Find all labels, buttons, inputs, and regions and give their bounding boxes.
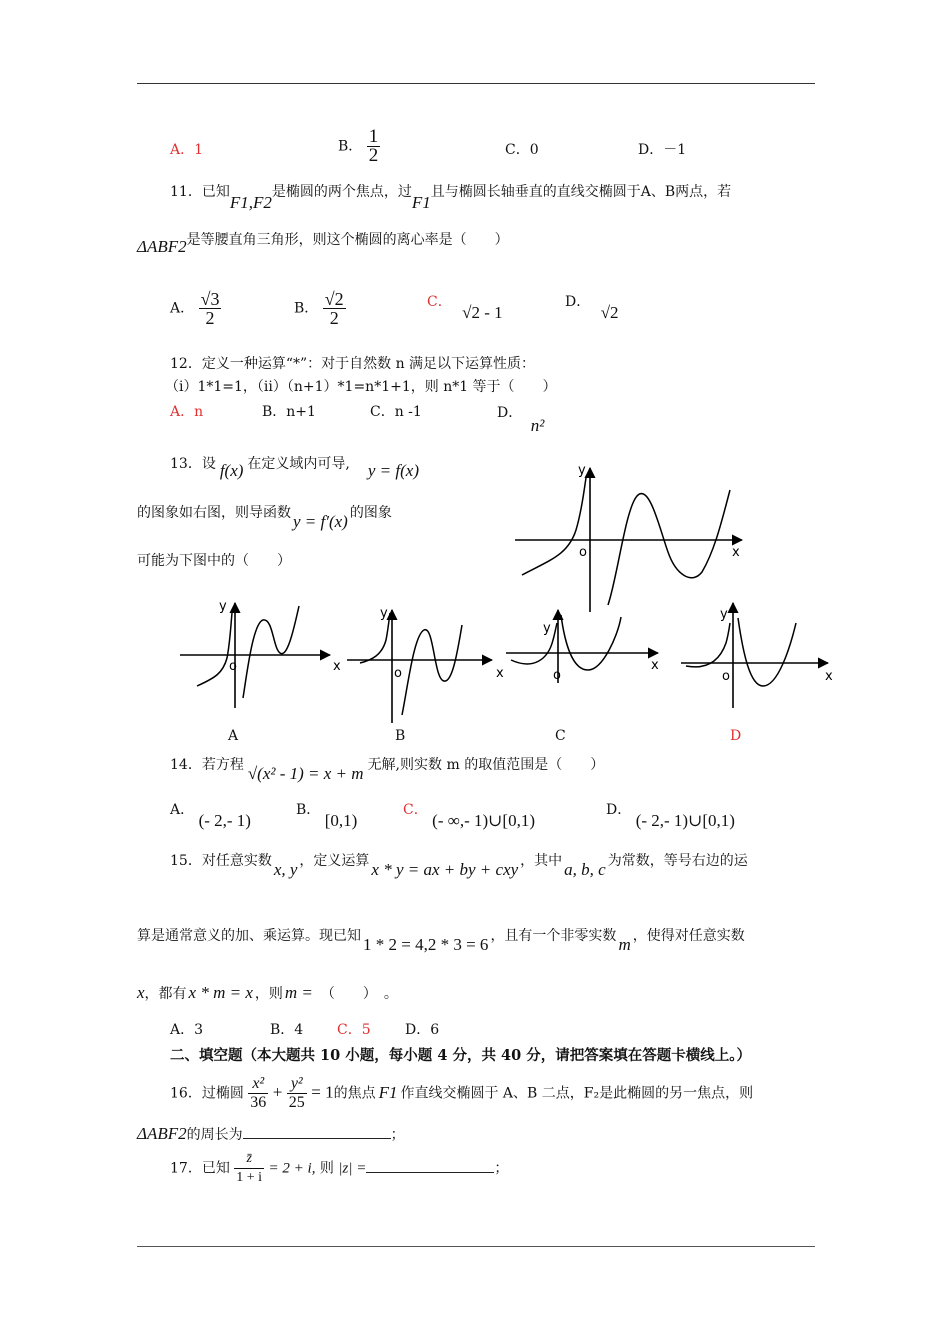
math-y-fx: y = f(x) (367, 461, 419, 480)
q11-line-2 (137, 230, 509, 256)
axis-x-label: x (651, 658, 659, 673)
option-value: [0,1) (324, 811, 358, 830)
curve (522, 478, 586, 575)
text: 在定义域内可导, (247, 456, 350, 472)
header-rule (137, 83, 815, 84)
math-m: m (618, 935, 631, 954)
q14-option-d[interactable] (606, 800, 735, 830)
text: 13．设 (170, 456, 216, 472)
denominator: 2 (368, 145, 379, 166)
option-label: B． (338, 138, 363, 155)
q12-option-b[interactable]: B．n+1 (262, 404, 316, 420)
q14-option-b[interactable] (296, 800, 358, 830)
q11-option-d[interactable] (565, 292, 619, 322)
q13-option-a[interactable]: A (228, 728, 239, 744)
text: 作直线交椭圆于 A、B 二点，F₂是此椭圆的另一焦点，则 (400, 1085, 754, 1102)
option-label: C． (427, 294, 452, 310)
denominator: 36 (250, 1094, 267, 1111)
origin-label: o (722, 669, 730, 684)
q15-line-1 (170, 851, 748, 879)
q14-option-a[interactable] (170, 800, 251, 830)
q15-option-b[interactable]: B．4 (270, 1022, 304, 1038)
text: ，定义运算 (299, 853, 370, 869)
option-value: √2 - 1 (462, 303, 503, 322)
text: ； (390, 1127, 405, 1143)
q14-line-1 (170, 755, 605, 783)
curve (197, 613, 232, 686)
curve (243, 606, 299, 698)
q16-line-2 (137, 1124, 405, 1144)
equals-one: = 1 (311, 1082, 334, 1102)
text: 15．对任意实数 (170, 853, 272, 869)
text: 且与椭圆长轴垂直的直线交椭圆于A、B两点，若 (430, 184, 732, 200)
fraction (367, 128, 381, 165)
answer-blank[interactable] (243, 1124, 391, 1139)
option-value: (- ∞,- 1)∪[0,1) (432, 811, 536, 830)
text: 的周长为 (186, 1127, 243, 1143)
text: 的图象如右图，则导函数 (137, 505, 291, 521)
text: 是等腰直角三角形，则这个椭圆的离心率是（ ） (186, 232, 509, 248)
text: 则 (319, 1160, 334, 1177)
q17-line (170, 1150, 508, 1187)
q10-option-c[interactable]: C．0 (505, 142, 539, 158)
denominator: 25 (288, 1094, 305, 1111)
q15-line-3 (137, 984, 398, 1003)
math-fx: f(x) (219, 461, 244, 480)
denominator: 2 (205, 308, 215, 328)
answer-blank[interactable] (366, 1158, 494, 1173)
numerator: √2 (324, 289, 344, 309)
q13-main-graph (510, 460, 750, 615)
option-label: B． (296, 802, 321, 818)
q10-option-b[interactable] (338, 128, 380, 165)
math-abc: a, b, c (564, 860, 606, 879)
fraction-x (248, 1075, 268, 1112)
axis-y-label: y (219, 599, 227, 614)
q10-option-d[interactable]: D．－1 (638, 142, 687, 158)
math-foci: F1,F2 (229, 193, 272, 212)
axis-y-label: y (720, 607, 728, 622)
denominator: 2 (329, 308, 339, 328)
axis-y-label: y (543, 621, 551, 636)
q12-line-2: （i）1*1=1，（ii）（n+1）*1=n*1+1，则 n*1 等于（ ） (165, 379, 557, 395)
text: 14．若方程 (170, 757, 244, 773)
text: 算是通常意义的加、乘运算。现已知 (137, 928, 361, 944)
option-label: D． (606, 802, 632, 818)
math-focus: F1 (411, 193, 431, 212)
math-operation: x * y = ax + by + cxy (371, 860, 519, 879)
math-y-fprime: y = f′(x) (293, 512, 348, 531)
q12-option-c[interactable]: C．n -1 (370, 404, 422, 420)
q13-graph-d[interactable] (678, 598, 843, 723)
text: 为常数，等号右边的运 (607, 853, 748, 869)
origin-label: o (394, 666, 402, 681)
text: （ ） 。 (320, 986, 398, 1002)
math-focus: F1 (378, 1082, 398, 1102)
option-label: C． (403, 802, 428, 818)
numerator: √3 (200, 289, 220, 309)
text: ，其中 (520, 853, 563, 869)
curve (402, 625, 462, 715)
option-value: (- 2,- 1)∪[0,1) (635, 811, 735, 830)
text: 的图象 (349, 505, 392, 521)
fraction-y (287, 1075, 307, 1112)
option-value: √2 (600, 303, 619, 322)
numerator: z̄ (234, 1150, 264, 1169)
axis-x-label: x (333, 659, 341, 674)
text: ，都有 (144, 986, 187, 1002)
math-condition: 1 * 2 = 4,2 * 3 = 6 (363, 935, 489, 954)
option-value: n² (530, 416, 545, 435)
q11-line-1 (170, 182, 732, 212)
text: ，使得对任意实数 (632, 928, 745, 944)
q13-graph-b[interactable] (342, 605, 512, 730)
axis-y-label: y (578, 463, 586, 478)
q12-line-1: 12．定义一种运算“*”：对于自然数 n 满足以下运算性质： (170, 356, 536, 372)
math-m-equals: m = (284, 983, 313, 1002)
q11-option-b[interactable] (294, 290, 346, 327)
option-value: (- 2,- 1) (198, 811, 251, 830)
text: ，则 (254, 986, 283, 1002)
fraction (199, 290, 222, 327)
math-x-star-m: x * m = x (188, 983, 253, 1002)
axis-x-label: x (732, 545, 740, 560)
curve (686, 623, 730, 667)
q13-graph-a[interactable] (175, 598, 345, 723)
math-triangle: ΔABF2 (137, 237, 187, 256)
numerator: y² (287, 1075, 307, 1094)
q15-line-2 (137, 926, 745, 954)
axis-y-label: y (380, 606, 388, 621)
text: 无解,则实数 m 的取值范围是（ ） (367, 757, 605, 773)
q13-option-c[interactable]: C (555, 728, 566, 744)
footer-rule (137, 1246, 815, 1247)
q12-option-a[interactable]: A．n (170, 404, 204, 420)
q13-line-3: 可能为下图中的（ ） (137, 553, 291, 569)
text: 是椭圆的两个焦点，过 (271, 184, 412, 200)
math-triangle: ΔABF2 (137, 1124, 187, 1143)
q11-option-c[interactable] (427, 292, 503, 322)
q10-option-a[interactable]: A．1 (170, 142, 204, 158)
math-equation: = 2 + i, (268, 1160, 316, 1177)
curve (738, 618, 796, 686)
option-label: A． (170, 802, 195, 818)
option-label: A． (170, 300, 195, 317)
math-xy: x, y (273, 860, 298, 879)
math-equation: √(x² - 1) = x + m (247, 764, 364, 783)
q13-line-2 (137, 503, 392, 531)
fraction (323, 290, 346, 327)
q16-line-1 (170, 1075, 753, 1112)
denominator: 1 + i (236, 1170, 263, 1185)
q11-option-a[interactable] (170, 290, 221, 327)
q15-option-a[interactable]: A．3 (170, 1022, 204, 1038)
text: 17．已知 (170, 1160, 230, 1177)
q15-option-d[interactable]: D．6 (405, 1022, 440, 1038)
origin-label: o (579, 545, 587, 560)
text: 11．已知 (170, 184, 230, 200)
origin-label: o (229, 659, 237, 674)
option-label: B． (294, 300, 319, 317)
text: 的焦点 (333, 1085, 376, 1102)
math-abs-z: |z| = (338, 1160, 367, 1177)
text: 16．过椭圆 (170, 1085, 244, 1102)
axis-x-label: x (496, 666, 504, 681)
math-x: x (137, 983, 145, 1002)
section-2-heading: 二、填空题（本大题共 10 小题，每小题 4 分，共 40 分，请把答案填在答题卡横线上。） (170, 1047, 751, 1064)
text: ，且有一个非零实数 (490, 928, 617, 944)
axis-x-label: x (825, 669, 833, 684)
option-label: D． (565, 294, 591, 310)
text: ； (494, 1160, 509, 1177)
q13-option-d[interactable]: D (730, 728, 742, 744)
q13-option-b[interactable]: B (395, 728, 406, 744)
fraction (234, 1150, 264, 1187)
curve (561, 615, 621, 670)
numerator: 1 (368, 126, 379, 147)
q12-option-d[interactable] (497, 403, 545, 435)
curve (608, 490, 730, 605)
q13-line-1 (170, 454, 419, 480)
option-label: D． (497, 405, 523, 421)
origin-label: o (553, 668, 561, 683)
plus-sign: + (272, 1082, 283, 1102)
q15-option-c[interactable]: C．5 (337, 1022, 371, 1038)
q14-option-c[interactable] (403, 800, 536, 830)
q13-graph-c[interactable] (503, 605, 668, 730)
numerator: x² (248, 1075, 268, 1094)
